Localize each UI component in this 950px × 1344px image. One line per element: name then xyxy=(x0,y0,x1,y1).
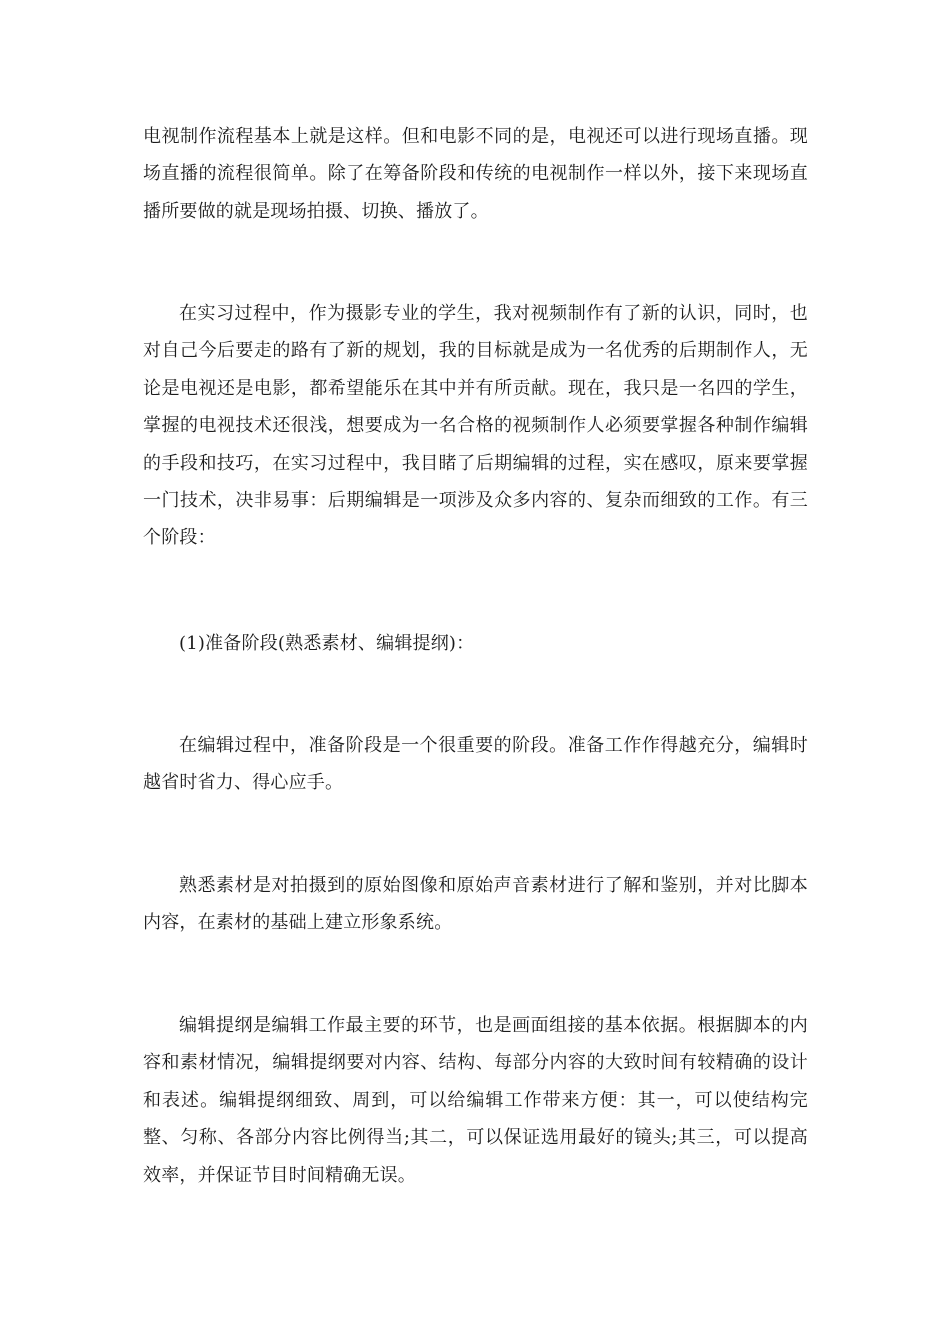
paragraph-4: 在编辑过程中，准备阶段是一个很重要的阶段。准备工作作得越充分，编辑时越省时省力、得心应手。 xyxy=(143,735,808,794)
paragraph-5: 熟悉素材是对拍摄到的原始图像和原始声音素材进行了解和鉴别，并对比脚本内容，在素材的基础上建立形象系统。 xyxy=(143,875,808,934)
paragraph-3: (1)准备阶段(熟悉素材、编辑提纲)： xyxy=(179,633,475,654)
paragraph-6: 编辑提纲是编辑工作最主要的环节，也是画面组接的基本依据。根据脚本的内容和素材情况，编辑提纲要对内容、结构、每部分内容的大致时间有较精确的设计和表述。编辑提纲细致、周到，可以给编辑工作带来方便：其一，可以使结构完整、匀称、各部分内容比例得当;其二，可以保证选用最好的镜头;其三，可以提高效率，并保证节目时间精确无误。 xyxy=(143,1015,808,1186)
paragraph-1: 电视制作流程基本上就是这样。但和电影不同的是，电视还可以进行现场直播。现场直播的流程很简单。除了在筹备阶段和传统的电视制作一样以外，接下来现场直播所要做的就是现场拍摄、切换、播放了。 xyxy=(143,126,808,222)
paragraph-2: 在实习过程中，作为摄影专业的学生，我对视频制作有了新的认识，同时，也对自己今后要走的路有了新的规划，我的目标就是成为一名优秀的后期制作人，无论是电视还是电影，都希望能乐在其中并有所贡献。现在，我只是一名四的学生，掌握的电视技术还很浅，想要成为一名合格的视频制作人必须要掌握各种制作编辑的手段和技巧，在实习过程中，我目睹了后期编辑的过程，实在感叹，原来要掌握一门技术，决非易事：后期编辑是一项涉及众多内容的、复杂而细致的工作。有三个阶段： xyxy=(143,303,808,549)
